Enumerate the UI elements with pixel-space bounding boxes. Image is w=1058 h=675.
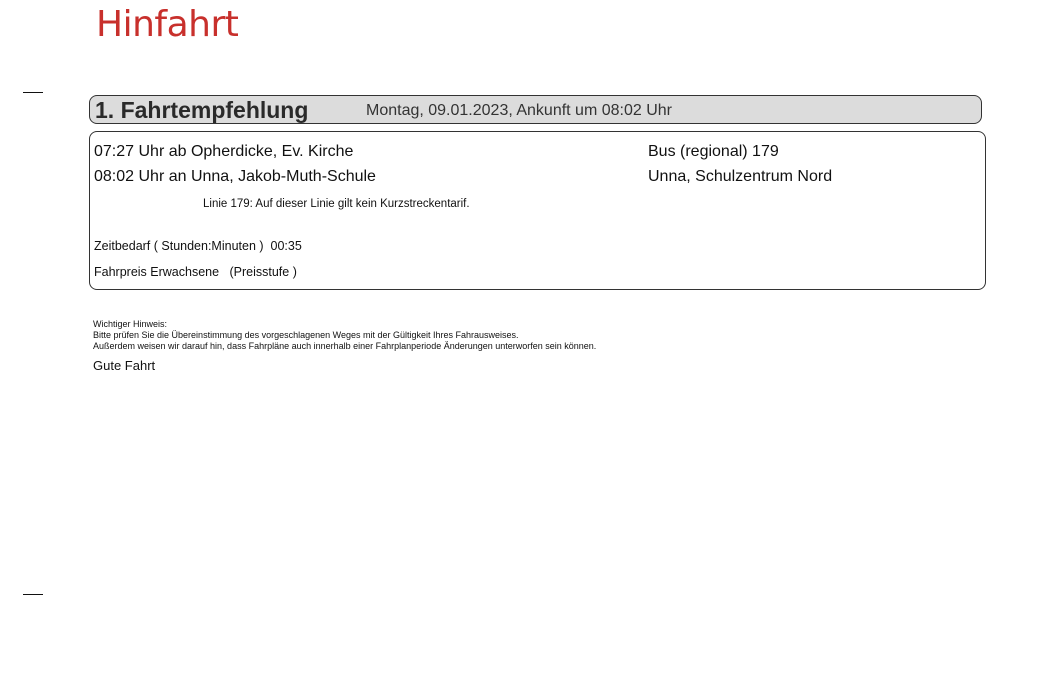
destination-stop: Unna, Schulzentrum Nord bbox=[648, 168, 833, 185]
fare-level: (Preisstufe ) bbox=[229, 265, 297, 279]
notice-text-changes: Außerdem weisen wir darauf hin, dass Fahrpläne auch innerhalb einer Fahrplanperiode Änderungen unterworfen sein können. bbox=[93, 341, 597, 351]
fare-label: Fahrpreis Erwachsene bbox=[94, 265, 220, 279]
closing-greeting: Gute Fahrt bbox=[93, 358, 156, 373]
margin-mark-bottom bbox=[23, 594, 43, 595]
fare-row bbox=[94, 265, 297, 279]
recommendation-details bbox=[89, 131, 986, 290]
notice-heading: Wichtiger Hinweis: bbox=[93, 319, 168, 329]
margin-mark-top bbox=[23, 92, 43, 93]
duration-row bbox=[94, 239, 302, 253]
transport-mode: Bus (regional) 179 bbox=[648, 143, 779, 160]
departure-info: 07:27 Uhr ab Opherdicke, Ev. Kirche bbox=[94, 143, 354, 160]
recommendation-header bbox=[89, 95, 982, 124]
duration-value: 00:35 bbox=[270, 239, 302, 253]
arrival-info: 08:02 Uhr an Unna, Jakob-Muth-Schule bbox=[94, 168, 376, 185]
notice-text-validity: Bitte prüfen Sie die Übereinstimmung des vorgeschlagenen Weges mit der Gültigkeit Ihres Fahrausweises. bbox=[93, 330, 519, 340]
duration-label: Zeitbedarf ( Stunden:Minuten ) bbox=[94, 239, 264, 253]
recommendation-date: Montag, 09.01.2023, Ankunft um 08:02 Uhr bbox=[366, 102, 672, 119]
recommendation-title: 1. Fahrtempfehlung bbox=[95, 97, 309, 123]
page-title: Hinfahrt bbox=[96, 4, 239, 45]
line-note: Linie 179: Auf dieser Linie gilt kein Kurzstreckentarif. bbox=[203, 198, 470, 210]
